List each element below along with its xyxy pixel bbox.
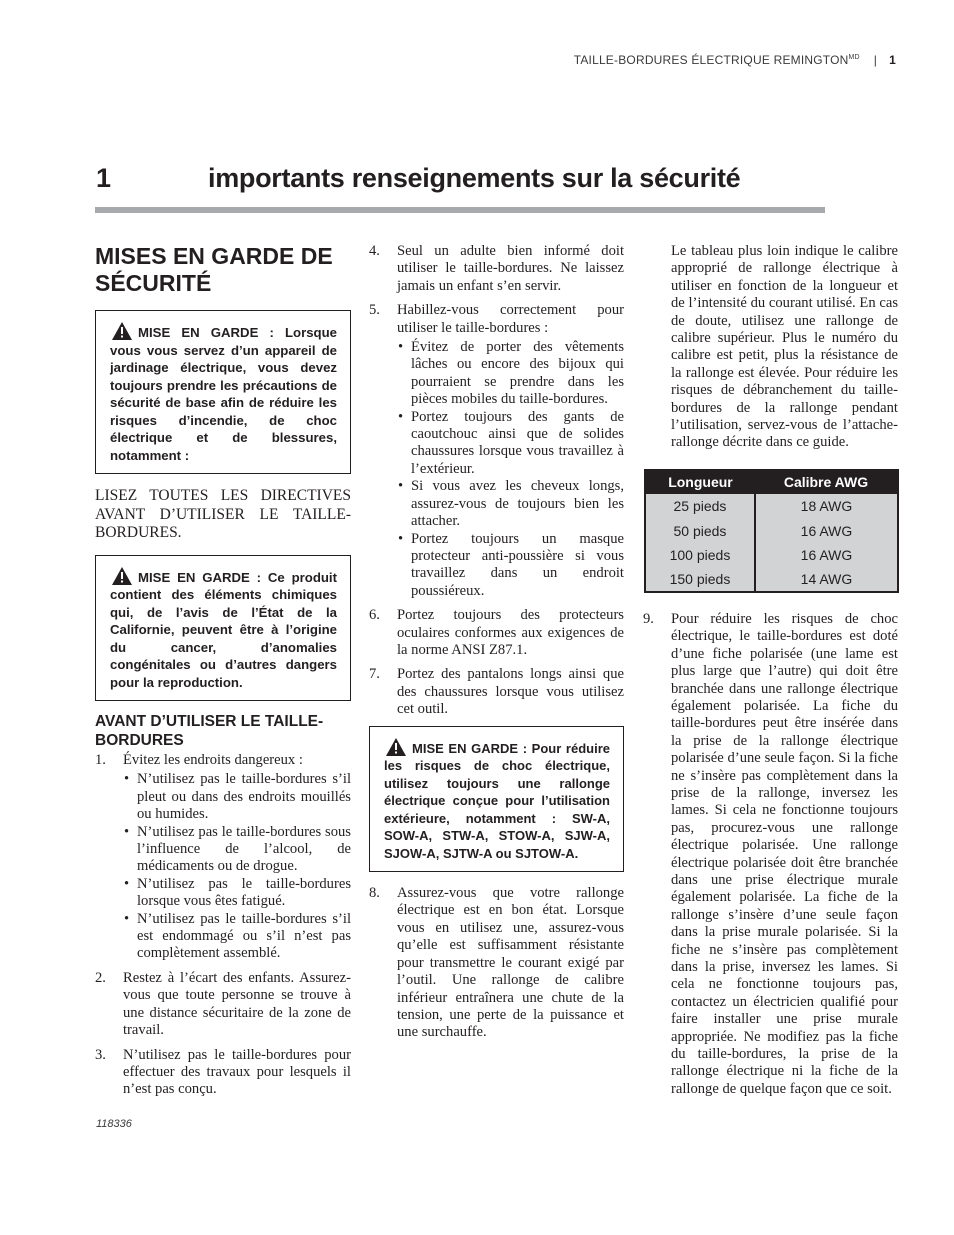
item-text: Pour réduire les risques de choc électrique, le taille-bordures est doté d’une fiche polarisée (une lame est plus large que l’autre) qui doit être branchée dans une rallonge électrique également polarisée. La fiche du taille-bordures peut être insérée dans la prise de la rallonge électrique polarisée d’une seule façon. Si la fiche ne s’insère pas complètement dans la prise de la rallonge, inversez les lames. Si cela ne fonctionne toujours pas, procurez-vous une rallonge électrique polarisée. Une rallonge électrique polarisée doit être branchée dans une prise électrique murale également polarisée. La fiche de la rallonge s’insère d’une seule façon dans la prise murale polarisée. Si la fiche ne s’insère pas complètement dans la prise, inversez les lames. Si cela ne fonctionne toujours pas, contactez un électricien qualifié pour faire installer une prise murale appropriée. Ne modifiez pas la fiche du taille-bordures, la prise de la rallonge électrique ni la fiche de la rallonge de quelque façon que ce soit. xyxy=(671,610,898,1097)
item-number: 7. xyxy=(369,666,380,683)
warning-text: MISE EN GARDE : Ce produit contient des éléments chimiques qui, de l’avis de l’État de la Californie, peuvent être à l’origine du cancer, d’anomalies congénitales ou d’autres dangers pour la reproduction. xyxy=(110,569,337,690)
item-text: Portez toujours des protecteurs oculaires conformes aux exigences de la norme ANSI Z87.1. xyxy=(397,607,624,658)
safety-list xyxy=(95,752,351,1099)
running-header xyxy=(574,53,896,67)
safety-list xyxy=(369,243,624,719)
table-cell: 100 pieds xyxy=(645,543,755,568)
warning-triangle-icon xyxy=(112,322,132,340)
list-item xyxy=(95,1047,351,1099)
item-number: 3. xyxy=(95,1046,106,1063)
awg-table xyxy=(644,469,899,593)
bullet-list xyxy=(397,339,624,600)
list-item xyxy=(369,666,624,718)
column-header: Longueur xyxy=(645,470,755,494)
item-text: Habillez-vous correctement pour utiliser le taille-bordures : xyxy=(397,302,624,336)
item-number: 5. xyxy=(369,302,380,319)
list-item xyxy=(369,243,624,295)
list-item xyxy=(643,611,898,1098)
item-text: Évitez les endroits dangereux : xyxy=(123,752,303,768)
table-cell: 14 AWG xyxy=(755,567,898,592)
item-number: 9. xyxy=(643,610,654,627)
subsection-heading: AVANT D’UTILISER LE TAILLE-BORDURES xyxy=(95,713,324,749)
safety-list xyxy=(369,885,624,1042)
column-right xyxy=(643,243,898,1105)
chapter-rule xyxy=(95,207,825,213)
item-number: 2. xyxy=(95,969,106,986)
item-text: Restez à l’écart des enfants. Assurez-vous que toute personne se trouve à une distance sécuritaire de la zone de travail. xyxy=(123,969,351,1039)
item-number: 1. xyxy=(95,752,106,768)
table-header-row xyxy=(645,470,898,494)
bullet-item: • Portez toujours des gants de caoutchouc ainsi que de solides chaussures lorsque vous travaillez à l’extérieur. xyxy=(397,409,624,479)
warning-text: MISE EN GARDE : Pour réduire les risques de choc électrique, utilisez toujours une rallonge électrique conçue pour l’utilisation extérieure, notamment : SW-A, SOW-A, STW-A, STOW-A, SJW-A, SJOW-A, SJTW-A ou SJTOW-A. xyxy=(384,740,610,861)
bullet-item: • N’utilisez pas le taille-bordures lorsque vous êtes fatigué. xyxy=(123,876,351,911)
cord-gauge-intro: Le tableau plus loin indique le calibre approprié de rallonge électrique à utiliser en fonction de la longueur et de l’intensité du courant utilisé. En cas de doute, utilisez une rallonge de calibre supérieur. Plus le numéro du calibre est petit, plus la résistance de la rallonge est élevée. Pour réduire les risques de débranchement du taille-bordures de la rallonge pendant l’utilisation, servez-vous de l’attache-rallonge décrite dans ce guide. xyxy=(671,243,898,451)
chapter-title: importants renseignements sur la sécurité xyxy=(208,163,741,193)
list-item xyxy=(95,752,351,963)
list-item xyxy=(369,607,624,659)
warning-box-general xyxy=(95,310,351,474)
table-cell: 16 AWG xyxy=(755,543,898,568)
bullet-item: • N’utilisez pas le taille-bordures sous l’influence de l’alcool, de médicaments ou de drogue. xyxy=(123,824,351,876)
item-number: 6. xyxy=(369,607,380,624)
bullet-item: • Portez toujours un masque protecteur anti-poussière si vous travaillez dans un endroit poussiéreux. xyxy=(397,531,624,601)
bullet-item: • N’utilisez pas le taille-bordures s’il est endommagé ou s’il n’est pas complètement assemblé. xyxy=(123,911,351,963)
list-item xyxy=(369,302,624,600)
read-directives-notice: LISEZ TOUTES LES DIRECTIVES AVANT D’UTILISER LE TAILLE-BORDURES. xyxy=(95,487,351,541)
warning-triangle-icon xyxy=(386,738,406,756)
item-text: Seul un adulte bien informé doit utiliser le taille-bordures. Ne laissez jamais un enfant s’en servir. xyxy=(397,243,624,294)
item-text: Assurez-vous que votre rallonge électrique est en bon état. Lorsque vous en utilisez une, assurez-vous qu’elle est suffisamment résistante pour transmettre le courant exigé par l’outil. Une rallonge de calibre inférieur entraînera une chute de la tension, une perte de la puissance et une surchauffe. xyxy=(397,885,624,1041)
chapter-number: 1 xyxy=(96,163,112,193)
item-number: 4. xyxy=(369,243,380,259)
table-row xyxy=(645,543,898,568)
table-cell: 150 pieds xyxy=(645,567,755,592)
item-text: N’utilisez pas le taille-bordures pour effectuer des travaux pour lesquels il n’est pas conçu. xyxy=(123,1046,351,1098)
list-item xyxy=(369,885,624,1042)
bullet-item: • Si vous avez les cheveux longs, assurez-vous de toujours bien les attacher. xyxy=(397,478,624,530)
table-cell: 25 pieds xyxy=(645,494,755,519)
safety-list xyxy=(643,611,898,1098)
item-text: Portez des pantalons longs ainsi que des chaussures lorsque vous utilisez cet outil. xyxy=(397,666,624,718)
header-title: TAILLE-BORDURES ÉLECTRIQUE REMINGTON xyxy=(573,53,849,67)
table-row xyxy=(645,567,898,592)
warning-text: MISE EN GARDE : Lorsque vous vous servez d’un appareil de jardinage électrique, vous devez toujours prendre les précautions de sécurité de base afin de réduire les risques d’incendie, de choc électrique et de blessures, notamment : xyxy=(110,325,337,463)
item-number: 8. xyxy=(369,885,380,902)
column-header: Calibre AWG xyxy=(755,470,898,494)
table-cell: 50 pieds xyxy=(645,518,755,543)
page-number: 1 xyxy=(889,53,896,67)
header-separator: | xyxy=(873,53,878,67)
table-row xyxy=(645,518,898,543)
warning-box-extension-cord xyxy=(369,726,624,873)
bullet-list xyxy=(123,771,351,962)
table-cell: 16 AWG xyxy=(755,518,898,543)
list-item xyxy=(95,970,351,1040)
column-middle xyxy=(369,243,624,1049)
table-row xyxy=(645,494,898,519)
column-left xyxy=(95,243,351,1106)
section-heading: MISES EN GARDE DE SÉCURITÉ xyxy=(95,243,333,296)
document-code: 118336 xyxy=(96,1118,132,1130)
bullet-item: • Évitez de porter des vêtements lâches ou encore des bijoux qui pourraient se prendre dans les pièces mobiles du taille-bordures. xyxy=(397,339,624,409)
bullet-item: • N’utilisez pas le taille-bordures s’il pleut ou dans des endroits mouillés ou humides. xyxy=(123,771,351,823)
header-trademark: MD xyxy=(848,54,860,61)
table-cell: 18 AWG xyxy=(755,494,898,519)
warning-box-chemicals xyxy=(95,555,351,702)
warning-triangle-icon xyxy=(112,567,132,585)
